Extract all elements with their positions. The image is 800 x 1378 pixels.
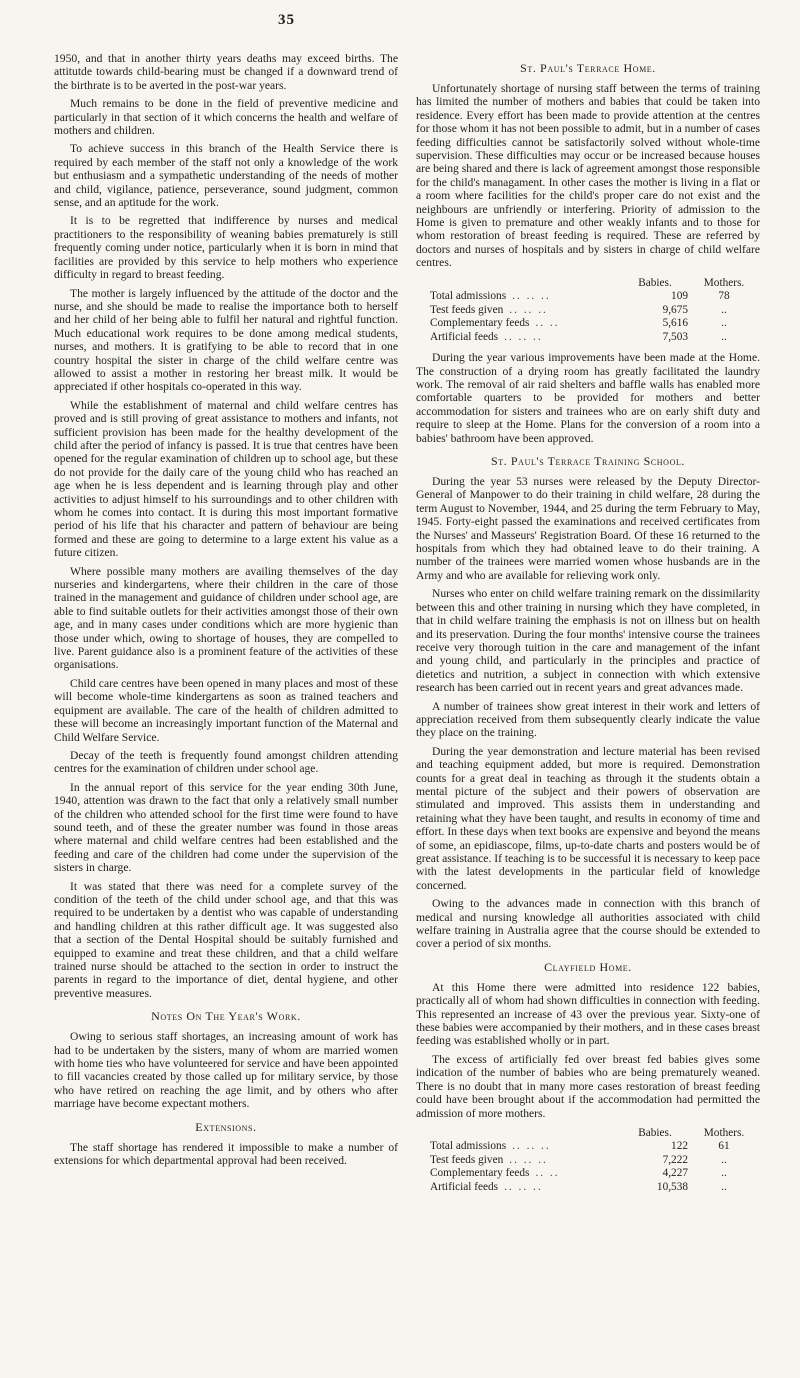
- dot-leaders: .. .. ..: [512, 290, 551, 303]
- paragraph: The excess of artificially fed over breast fed babies gives some indication of the number of babies who are being prematurely weaned. There is no doubt that in many more cases restoration of breast feeding could have been brought about if the accommodation had permitted the admission of more mothers.: [416, 1052, 760, 1120]
- babies-value: 7,222: [662, 1153, 688, 1166]
- paragraph: In the annual report of this service for the year ending 30th June, 1940, attention was drawn to the fact that only a relatively small number of the children who attended school for the first time were found to have sound teeth, and of these the greater number was found in those areas where maternal and child welfare centres had been established and the feeding and care of the children had come under the supervision of the sisters in charge.: [54, 780, 398, 875]
- table-row: [416, 1181, 760, 1195]
- table-row: [416, 304, 760, 318]
- babies-value: 7,503: [662, 330, 688, 343]
- column-header-babies: Babies.: [638, 1126, 672, 1139]
- column-header-mothers: Mothers.: [703, 276, 745, 289]
- table-row: [416, 290, 760, 304]
- paragraph: Nurses who enter on child welfare training remark on the dissimilarity between this and other training in nursing which they have completed, in that in child welfare training the emphasis is not on illness but on health and its preservation. During the four months' intensive course the trainees receive very thorough tuition in the care and management of the infant and young child, and particularly in the principles and practice of dietetics and nutrition, a subject in connection with which extensive research has been carried out in recent years and great advances made.: [416, 587, 760, 695]
- column-header-mothers: Mothers.: [703, 1126, 745, 1139]
- page-number: 35: [278, 12, 295, 28]
- paragraph: Decay of the teeth is frequently found amongst children attending centres for the examination of children under school age.: [54, 748, 398, 776]
- two-column-layout: [54, 52, 760, 1201]
- row-label: Total admissions: [430, 1140, 507, 1153]
- paragraph: A number of trainees show great interest in their work and letters of appreciation received from them subsequently clearly indicate the value they place on the training.: [416, 699, 760, 740]
- st-pauls-home-admissions-table: [416, 277, 760, 345]
- table-header-row: [416, 1127, 760, 1141]
- table-row: [416, 1167, 760, 1181]
- paragraph: It is to be regretted that indifference by nurses and medical practitioners to the responsibility of weaning babies prematurely is still frequently coming under notice, particularly when it is born in mind that facilities are provided by this service to help mothers who experience difficulty in regard to breast feeding.: [54, 214, 398, 282]
- table-row: [416, 1140, 760, 1154]
- paragraph: Where possible many mothers are availing themselves of the day nurseries and kindergartens, where their children in the care of those trained in the management and guidance of children under school age, are able to find suitable outlets for their activities amongst those of their own age, and in many cases under conditions which are more hygienic than those under which, owing to shortage of houses, they are compelled to live. Parent guidance also is a prominent feature of the activities of these organisations.: [54, 564, 398, 672]
- paragraph: While the establishment of maternal and child welfare centres has proved and is still proving of great assistance to mothers and infants, not sufficient provision has been made for the healthy development of the child after the period of infancy is passed. It is true that centres have been opened for the regular examination of children up to school age, but these do not provide for the daily care of the young child who has reached an age when he is less dependent and is learning through play and other activities to adjust himself to his surroundings and to other children with whom he comes into contact. It is during this most important formative period of his life that his character and pattern of behaviour are being formed and these are going to determine to a large extent his value as a future citizen.: [54, 398, 398, 560]
- row-label: Test feeds given: [430, 1153, 504, 1166]
- dot-leaders: .. .. ..: [509, 1153, 548, 1166]
- babies-value: 10,538: [656, 1180, 688, 1193]
- clayfield-home-admissions-table: [416, 1127, 760, 1195]
- dot-leaders: .. ..: [535, 1167, 560, 1180]
- mothers-value: 61: [718, 1140, 730, 1153]
- row-label: Complementary feeds: [430, 1167, 530, 1180]
- table-header-row: [416, 277, 760, 291]
- paragraph: Unfortunately shortage of nursing staff between the terms of training has limited the number of mothers and babies that could be taken into residence. Every effort has been made to provide attention at the centres for those whom it has not been possible to admit, but in a number of cases feeding difficulties cannot be satisfactorily solved without whole-time supervision. These difficulties may occur or be increased because houses are being shared and there is lack of agreement amongst those responsible for the child's managament. In other cases the mother is living in a flat or a room where facilities for the child's proper care do not exist and the neighbours are unfriendly or interfering. Priority of admission to the Home is given to premature and other weakly infants and to those for whom restoration of breast feeding is required. These are referred by doctors and nurses of hospitals and by sisters in charge of child welfare centres.: [416, 82, 760, 270]
- paragraph: 1950, and that in another thirty years deaths may exceed births. The attitutde towards child-bearing must be changed if a downward trend of the birthrate is to be averted in the post-war years.: [54, 52, 398, 92]
- table-row: [416, 1154, 760, 1168]
- section-heading-st-pauls-terrace-home: St. Paul's Terrace Home.: [520, 61, 656, 75]
- paragraph: During the year various improvements have been made at the Home. The construction of a drying room has greatly facilitated the laundry work. The removal of air raid shelters and baffle walls has enabled more comfortable quarters to be provided for mothers and better accommodation for sisters and trainees who are on early shift duty and require to sleep at the Home. Plans for the conversion of a room into a babies' bathroom have been approved.: [416, 351, 760, 445]
- mothers-value: ..: [721, 1167, 727, 1180]
- row-label: Test feeds given: [430, 303, 504, 316]
- row-label: Total admissions: [430, 290, 507, 303]
- mothers-value: ..: [721, 317, 727, 330]
- paragraph: To achieve success in this branch of the Health Service there is required by each member of the staff not only a knowledge of the work but enthusiasm and a sympathetic understanding of the needs of mother and child, vigilance, patience, perseverance, sound judgment, common sense, and an aptitude for the work.: [54, 142, 398, 210]
- dot-leaders: .. .. ..: [504, 330, 543, 343]
- babies-value: 109: [671, 290, 688, 303]
- section-heading-notes-on-years-work: Notes On The Year's Work.: [151, 1009, 301, 1024]
- paragraph: It was stated that there was need for a complete survey of the condition of the teeth of the child under school age, and that this was required to be undertaken by a dentist who was capable of understanding and handling children at this rather difficult age. It was suggested also that a section of the Dental Hospital should be suitably furnished and equipped to examine and treat these children, and that a child welfare trained nurse should be attached to the section in order to instruct the parents in regard to the importance of diet, dental hygiene, and other preventive measures.: [54, 879, 398, 1000]
- left-column: [54, 52, 398, 1201]
- table-row: [416, 331, 760, 345]
- column-header-babies: Babies.: [638, 276, 672, 289]
- section-heading-extensions: Extensions.: [195, 1119, 257, 1134]
- mothers-value: ..: [721, 330, 727, 343]
- dot-leaders: .. .. ..: [509, 303, 548, 316]
- paragraph: During the year demonstration and lecture material has been revised and teaching equipment added, but more is required. Demonstration counts for a great deal in teaching as through it the students obtain a mental picture of the subject and their powers of observation are stimulated and improved. This assists them in understanding and retaining what they have been taught, and results in economy of time and effort. In these days when text books are expensive and beyond the means of some, an epidiascope, films, up-to-date charts and posters would be of great assistance. If teaching is to be successful it is necessary to keep pace with the latest developments in the particular field of knowledge concerned.: [416, 744, 760, 892]
- paragraph: During the year 53 nurses were released by the Deputy Director-General of Manpower to do their training in child welfare, 28 during the term August to November, 1944, and 25 during the term February to May, 1945. Forty-eight passed the examinations and received certificates from the Nurses' and Masseurs' Registration Board. Of these 16 returned to the hospitals from which they had obtained leave to do their training. A number of the trainees were married women whose husbands are in the Army and who are available for relieving work only.: [416, 475, 760, 582]
- paragraph: Child care centres have been opened in many places and most of these will become whole-time kindergartens as soon as trained teachers and equipment are available. The care of the health of children admitted to these will become an increasingly important function of the Maternal and Child Welfare Service.: [54, 676, 398, 744]
- babies-value: 4,227: [662, 1167, 688, 1180]
- paragraph: Owing to the advances made in connection with this branch of medical and nursing knowledge all authorities associated with child welfare training in Australia agree that the course should be extended to cover a period of six months.: [416, 897, 760, 951]
- babies-value: 122: [671, 1140, 688, 1153]
- row-label: Artificial feeds: [430, 330, 499, 343]
- paragraph: The staff shortage has rendered it impossible to make a number of extensions for which departmental approval had been received.: [54, 1140, 398, 1168]
- table-row: [416, 317, 760, 331]
- dot-leaders: .. ..: [535, 317, 560, 330]
- babies-value: 9,675: [662, 303, 688, 316]
- paragraph: Owing to serious staff shortages, an increasing amount of work has had to be undertaken by the sisters, many of whom are married women with home ties who have volunteered for service and have been appointed to fill vacancies created by those called up for military service, by those who have retired on reaching the age limit, and by others who after marriage have become expectant mothers.: [54, 1030, 398, 1111]
- mothers-value: ..: [721, 303, 727, 316]
- dot-leaders: .. .. ..: [512, 1140, 551, 1153]
- section-heading-clayfield-home: Clayfield Home.: [544, 959, 632, 974]
- section-heading-training-school: St. Paul's Terrace Training School.: [490, 454, 686, 469]
- babies-value: 5,616: [662, 317, 688, 330]
- mothers-value: 78: [718, 290, 730, 303]
- paragraph: Much remains to be done in the field of preventive medicine and particularly in that section of it which concerns the health and welfare of mothers and children.: [54, 97, 398, 138]
- mothers-value: ..: [721, 1153, 727, 1166]
- mothers-value: ..: [721, 1180, 727, 1193]
- row-label: Complementary feeds: [430, 317, 530, 330]
- paragraph: The mother is largely influenced by the attitude of the doctor and the nurse, and she should be made to realise the importance both to herself and her child of her being able to fulfil her natural and rightful function. Much educational work requires to be done among medical students, nurses, and mothers. It is gratifying to be able to record that in one country hospital the sister in charge of the child welfare centre was allowed to assist a mother in restoring her breast milk. It would be appreciated if other hospitals co-operated in this way.: [54, 286, 398, 394]
- row-label: Artificial feeds: [430, 1180, 499, 1193]
- right-column: [416, 52, 760, 1201]
- dot-leaders: .. .. ..: [504, 1180, 543, 1193]
- paragraph: At this Home there were admitted into residence 122 babies, practically all of whom had shown difficulties in connection with feeding. This represented an increase of 43 over the previous year. Sixty-one of these babies were accompanied by their mothers, and in these cases breast feeding was established wholly or in part.: [416, 980, 760, 1048]
